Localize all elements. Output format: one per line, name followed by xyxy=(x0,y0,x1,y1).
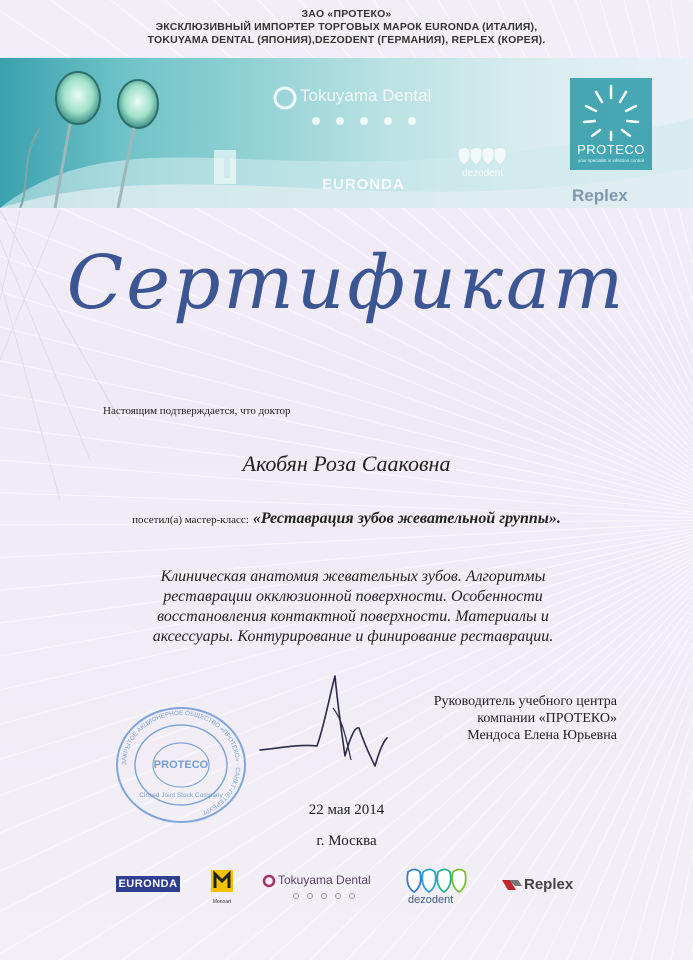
signatory-company: компании «ПРОТЕКО» xyxy=(477,711,617,726)
replex-icon xyxy=(500,878,522,892)
background-ray xyxy=(0,341,693,520)
proteco-tagline: your specialist in infection control xyxy=(577,158,645,163)
course-label: посетил(а) мастер-класс: xyxy=(132,514,249,526)
footer-tokuyama-logo xyxy=(262,872,382,902)
certificate-title: Сертификат xyxy=(66,240,627,326)
footer-euronda-logo: EURONDA xyxy=(116,876,180,892)
replex-logo: Replex xyxy=(572,186,628,205)
certificate-city: г. Москва xyxy=(316,833,377,849)
stamp-outer-text: ЗАКРЫТОЕ АКЦИОНЕРНОЕ ОБЩЕСТВО «ПРОТЕКО» · САНКТ-ПЕТЕРБУРГ xyxy=(120,709,242,817)
signatory-name: Мендоса Елена Юрьевна xyxy=(467,728,617,743)
header-line-2: ЭКСКЛЮЗИВНЫЙ ИМПОРТЕР ТОРГОВЫХ МАРОК EURONDA (ИТАЛИЯ), xyxy=(155,21,538,33)
confirm-text: Настоящим подтверждается, что доктор xyxy=(103,405,291,417)
course-description: Клиническая анатомия жевательных зубов. Алгоритмы реставрации окклюзионной поверхности. Особенности восстановления контактной поверхности. Материалы и аксессуары. Контурирование и финирование реставрации. xyxy=(152,568,554,645)
dezodent-teeth-icon xyxy=(404,868,472,894)
proteco-logo xyxy=(570,78,652,170)
stamp-inner-text: Closed Joint Stock Company xyxy=(139,792,223,799)
signatory-block xyxy=(400,693,617,744)
replex-label: Replex xyxy=(524,876,574,893)
company-header xyxy=(0,8,693,47)
tokuyama-dots-icon xyxy=(290,892,360,900)
euronda-logo: EURONDA xyxy=(322,176,405,193)
monoart-label: Monoart xyxy=(212,899,232,905)
stamp-center-text: PROTECO xyxy=(153,759,209,771)
signatory-position: Руководитель учебного центра xyxy=(433,694,617,709)
footer-logos xyxy=(0,866,693,916)
course-title: «Реставрация зубов жевательной группы». xyxy=(252,510,561,527)
handwritten-signature xyxy=(255,668,395,778)
dezodent-label: dezodent xyxy=(408,894,454,906)
tokuyama-logo: Tokuyama Dental xyxy=(300,86,432,105)
footer-replex-logo xyxy=(500,876,590,896)
tokuyama-label: Tokuyama Dental xyxy=(278,873,371,887)
dezodent-logo: dezodent xyxy=(462,168,504,179)
monoart-icon xyxy=(209,868,235,894)
footer-monoart-logo xyxy=(209,868,235,905)
recipient-name: Акобян Роза Сааковна xyxy=(242,451,451,476)
course-line xyxy=(0,510,693,528)
dental-mirror-icon xyxy=(118,80,158,128)
header-line-1: ЗАО «ПРОТЕКО» xyxy=(301,8,392,20)
tokuyama-icon xyxy=(262,874,276,888)
certificate-date: 22 мая 2014 xyxy=(308,802,385,818)
proteco-name: PROTECO xyxy=(577,142,645,157)
footer-dezodent-logo xyxy=(404,868,476,908)
header-line-3: TOKUYAMA DENTAL (ЯПОНИЯ),DEZODENT (ГЕРМАНИЯ), REPLEX (КОРЕЯ). xyxy=(147,34,546,46)
dental-mirror-icon xyxy=(56,72,100,124)
